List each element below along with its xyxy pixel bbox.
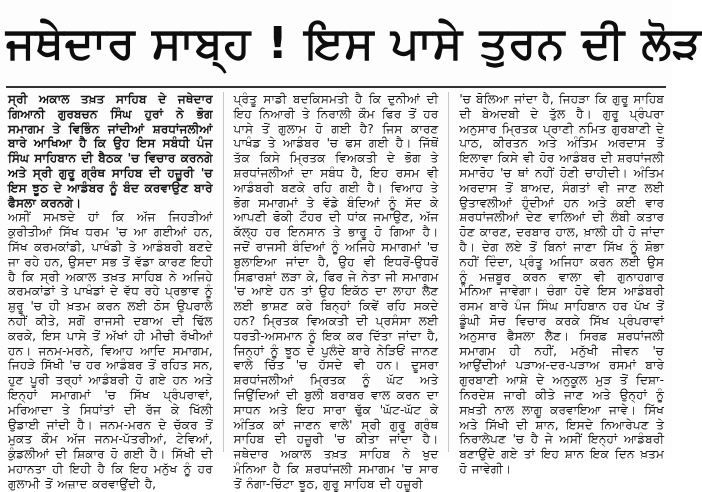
article-paragraph: 'ਚ ਬੋਲਿਆ ਜਾਂਦਾ ਹੈ, ਜਿਹੜਾ ਕਿ ਗੁਰੂ ਸਾਹਿਬ ਦੀ ਬੇਅਦਬੀ ਦੇ ਤੁੱਲ ਹੈ। ਗੁਰੂ ਪ੍ਰੰਪਰਾ ਅਨੁਸਾਰ ਮ੍ਰਿਤਕ ਪ੍ਰਾਣੀ ਨਮਿਤ ਗੁਰਬਾਣੀ ਦੇ ਪਾਠ, ਕੀਰਤਨ ਅਤੇ ਅੰਤਿਮ ਅਰਦਾਸ ਤੋਂ ਇਲਾਵਾ ਕਿਸੇ ਵੀ ਹੋਰ ਆਡੰਬਰ ਦੀ ਸ਼ਰਧਾਂਜਲੀ ਸਮਾਰੋਹ 'ਚ ਥਾਂ ਨਹੀਂ ਹੋਣੀ ਚਾਹੀਦੀ। ਅੰਤਿਮ ਅਰਦਾਸ ਤੋਂ ਬਾਅਦ, ਸੰਗਤਾਂ ਵੀ ਜਾਣ ਲਈ ਉਤਾਵਲੀਆਂ ਹੁੰਦੀਆਂ ਹਨ ਅਤੇ ਕਈ ਵਾਰ ਸ਼ਰਧਾਂਜਲੀਆਂ ਦੇਣ ਵਾਲਿਆਂ ਦੀ ਲੰਬੀ ਕਤਾਰ ਹੋਣ ਕਾਰਣ, ਦਰਬਾਰ ਹਾਲ, ਖ਼ਾਲੀ ਹੀ ਹੋ ਜਾਂਦਾ ਹੈ। ਦੇਗ ਲਏ ਤੋਂ ਬਿਨਾਂ ਜਾਣਾ ਸਿੱਖ ਨੂੰ ਸ਼ੋਭਾ ਨਹੀਂ ਦਿੰਦਾ, ਪ੍ਰੰਤੂ ਅਜਿਹਾ ਕਰਨ ਲਈ ਉਸ ਨੂੰ ਮਜ਼ਬੂਰ ਕਰਨ ਵਾਲਾ ਵੀ ਗੁਨਾਹਗਾਰ ਮੰਨਿਆ ਜਾਵੇਗਾ। ਚੰਗਾ ਹੋਵੇ ਇਸ ਆਡੰਬਰੀ ਰਸਮ ਬਾਰੇ ਪੰਜ ਸਿੰਘ ਸਾਹਿਬਾਨ ਹਰ ਪੱਖ ਤੋਂ ਡੂੰਘੀ ਸੋਚ ਵਿਚਾਰ ਕਰਕੇ ਸਿੱਖ ਪ੍ਰੰਪਰਾਵਾਂ ਅਨੁਸਾਰ ਫੈਸਲਾ ਲੈਣ। ਸਿਰਫ਼ ਸ਼ਰਧਾਂਜਲੀ ਸਮਾਗਮ ਹੀ ਨਹੀਂ, ਮਨੁੱਖੀ ਜੀਵਨ 'ਚ ਆਉਂਦੀਆਂ ਪੜਾਅ-ਦਰ-ਪੜਾਅ ਰਸਮਾਂ ਬਾਰੇ ਗੁਰਬਾਣੀ ਆਸ਼ੇ ਦੇ ਅਨੁਕੂਲ ਮੁੜ ਤੋਂ ਦਿਸ਼ਾ-ਨਿਰਦੇਸ਼ ਜਾਰੀ ਕੀਤੇ ਜਾਣ ਅਤੇ ਉਨ੍ਹਾਂ ਨੂੰ ਸਖ਼ਤੀ ਨਾਲ ਲਾਗੂ ਕਰਵਾਇਆ ਜਾਵੇ। ਸਿੱਖ ਅਤੇ ਸਿੱਖੀ ਦੀ ਸ਼ਾਨ, ਇਸਦੇ ਨਿਆਰੇਪਣ ਤੇ ਨਿਰਾਲੇਪਣ 'ਚ ਹੈ ਜੇ ਅਸੀਂ ਇਨ੍ਹਾਂ ਆਡੰਬਰੀ ਬਣਾਉਂਦੇ ਗਏ ਤਾਂ ਇਹ ਸ਼ਾਨ ਇਕ ਦਿਨ ਖ਼ਤਮ ਹੋ ਜਾਵੇਗੀ।: [459, 92, 665, 476]
article-column-2: [233, 92, 439, 491]
article-column-3: [459, 92, 665, 476]
article-column-1: [8, 92, 213, 491]
article-lead-paragraph: ਸ੍ਰੀ ਅਕਾਲ ਤਖ਼ਤ ਸਾਹਿਬ ਦੇ ਜਥੇਦਾਰ ਗਿਆਨੀ ਗੁਰਬਚਨ ਸਿੰਘ ਹੁਰਾਂ ਨੇ ਭੋਗ ਸਮਾਗਮ ਤੇ ਵਿਭਿੰਨ ਜਾਂਦੀਆਂ ਸ਼ਰਧਾਂਜਲੀਆਂ ਬਾਰੇ ਆਖਿਆ ਹੈ ਕਿ ਉਹ ਇਸ ਸਬੰਧੀ ਪੰਜ ਸਿੰਘ ਸਾਹਿਬਾਨ ਦੀ ਬੈਠਕ 'ਚ ਵਿਚਾਰ ਕਰਨਗੇ ਅਤੇ ਸ੍ਰੀ ਗੁਰੂ ਗ੍ਰੰਥ ਸਾਹਿਬ ਦੀ ਹਜ਼ੂਰੀ 'ਚ ਇਸ ਝੂਠ ਦੇ ਆਡੰਬਰ ਨੂੰ ਬੰਦ ਕਰਵਾਉਣ ਬਾਰੇ ਫੈਸਲਾ ਕਰਨਗੇ।: [8, 92, 213, 210]
article-headline: ਜਥੇਦਾਰ ਸਾਬ੍ਹ ! ਇਸ ਪਾਸੇ ਤੁਰਨ ਦੀ ਲੋੜ: [6, 18, 702, 69]
article-paragraph: ਪ੍ਰੰਤੂ ਸਾਡੀ ਬਦਕਿਸਮਤੀ ਹੈ ਕਿ ਦੁਨੀਆਂ ਦੀ ਇਹ ਨਿਆਰੀ ਤੇ ਨਿਰਾਲੀ ਕੌਮ ਫਿਰ ਤੋਂ ਹਰ ਪਾਸੇ ਤੋਂ ਗੁਲਾਮ ਹੋ ਗਈ ਹੈ? ਜਿਸ ਕਾਰਣ ਪਾਖੰਡ ਤੇ ਆਡੰਬਰ 'ਚ ਫਸ ਗਈ ਹੈ। ਜਿੱਥੋਂ ਤੱਕ ਕਿਸੇ ਮ੍ਰਿਤਕ ਵਿਅਕਤੀ ਦੇ ਭੋਗ ਤੇ ਸ਼ਰਧਾਂਜਲੀਆਂ ਦਾ ਸਬੰਧ ਹੈ, ਇਹ ਰਸਮ ਵੀ ਆਡੰਬਰੀ ਬਣਕੇ ਰਹਿ ਗਈ ਹੈ। ਵਿਆਹ ਤੇ ਭੋਗ ਸਮਾਗਮਾਂ ਤੇ ਵੱਡੇ ਬੰਦਿਆਂ ਨੂੰ ਸੱਦ ਕੇ ਆਪਣੀ ਫੋਕੀ ਟੌਹਰ ਦੀ ਧਾਂਕ ਜਮਾਉਣ, ਅੱਜ ਕੱਲ੍ਹ ਹਰ ਇਨਸਾਨ ਤੇ ਭਾਰੂ ਹੋ ਗਿਆ ਹੈ। ਜਦੋਂ ਰਾਜਸੀ ਬੰਦਿਆਂ ਨੂੰ ਅਜਿਹੇ ਸਮਾਗਮਾਂ 'ਚ ਬੁਲਾਇਆ ਜਾਂਦਾ ਹੈ, ਉਹ ਵੀ ਇਧਰੋਂ-ਉਧਰੋਂ ਸਿਫ਼ਾਰਸ਼ਾਂ ਲੜਾ ਕੇ, ਫਿਰ ਜੇ ਨੇਤਾ ਜੀ ਸਮਾਗਮ 'ਚ ਆਏ ਹਨ ਤਾਂ ਉਹ ਇਕੱਠ ਦਾ ਲਾਹਾ ਲੈਣ ਲਈ ਭਾਸ਼ਣ ਕਰੇ ਬਿਨ੍ਹਾਂ ਕਿਵੇਂ ਰਹਿ ਸਕਦੇ ਹਨ? ਮ੍ਰਿਤਕ ਵਿਅਕਤੀ ਦੀ ਪ੍ਰਸੰਸਾ ਲਈ ਧਰਤੀ-ਅਸਮਾਨ ਨੂੰ ਇਕ ਕਰ ਦਿੱਤਾ ਜਾਂਦਾ ਹੈ, ਜਿਨ੍ਹਾਂ ਨੂੰ ਝੂਠ ਦੇ ਪੁਲੰਦੇ ਬਾਰੇ ਨੇੜਿਓਂ ਜਾਨਣ ਵਾਲੇ ਚਿੱਤ 'ਚ ਹੱਸਦੇ ਵੀ ਹਨ। ਦੂਸਰਾ ਸ਼ਰਧਾਂਜਲੀਆਂ ਮ੍ਰਿਤਕ ਨੂੰ ਘੱਟ ਅਤੇ ਜਿਉਂਦਿਆਂ ਦੀ ਬੁਲੀ ਬਰਾਬਰ ਵਾਲ ਕਰਨ ਦਾ ਸਾਧਨ ਅਤੇ ਇਹ ਸਾਰਾ ਢੁੱਕ 'ਘੱਟ-ਘੱਟ ਕੇ ਅੰਤਿਕ ਕਾਂ ਜਾਣਨ ਵਾਲੇ' ਸ੍ਰੀ ਗੁਰੂ ਗ੍ਰੰਥ ਸਾਹਿਬ ਦੀ ਹਜ਼ੂਰੀ 'ਚ ਕੀਤਾ ਜਾਂਦਾ ਹੈ। ਜਥੇਦਾਰ ਅਕਾਲ ਤਖ਼ਤ ਸਾਹਿਬ ਨੇ ਖੁਦ ਮੰਨਿਆ ਹੈ ਕਿ ਸ਼ਰਧਾਂਜਲੀ ਸਮਾਗਮ 'ਚ ਸਾਰ ਤੋਂ ਨੰਗਾ-ਚਿੱਟਾ ਝੂਠ, ਗੁਰੂ ਸਾਹਿਬ ਦੀ ਹਜ਼ੂਰੀ: [233, 92, 439, 491]
article-columns: [8, 92, 665, 491]
article-paragraph: ਅਸੀਂ ਸਮਝਦੇ ਹਾਂ ਕਿ ਅੱਜ ਜਿਹੜੀਆਂ ਕੁਰੀਤੀਆਂ ਸਿੱਖ ਧਰਮ 'ਚ ਆ ਗਈਆਂ ਹਨ, ਸਿੱਖ ਕਰਮਕਾਂਡੀ, ਪਾਖੰਡੀ ਤੇ ਆਡੰਬਰੀ ਬਣਦੇ ਜਾ ਰਹੇ ਹਨ, ਉਸਦਾ ਸਭ ਤੋਂ ਵੱਡਾ ਕਾਰਣ ਇਹੀ ਹੈ ਕਿ ਸ੍ਰੀ ਅਕਾਲ ਤਖ਼ਤ ਸਾਹਿਬ ਨੇ ਅਜਿਹੇ ਕਰਮਕਾਂਡਾਂ ਤੇ ਪਾਖੰਡਾਂ ਦੇ ਵੱਧ ਰਹੇ ਪ੍ਰਭਾਵ ਨੂੰ ਸ਼ੁਰੂ 'ਚ ਹੀ ਖ਼ਤਮ ਕਰਨ ਲਈ ਠੋਸ ਉਪਰਾਲੇ ਨਹੀਂ ਕੀਤੇ, ਸਗੋਂ ਰਾਜਸੀ ਦਬਾਅ ਦੀ ਢਿੱਲ ਕਰਕੇ, ਇਸ ਪਾਸੇ ਤੋਂ ਅੱਖਾਂ ਹੀ ਮੀਚੀ ਰੱਖੀਆਂ ਹਨ। ਜਨਮ-ਮਰਨੇ, ਵਿਆਹ ਆਦਿ ਸਮਾਗਮ, ਜਿਹੜੇ ਸਿੱਖੀ 'ਚ ਹਰ ਆਡੰਬਰ ਤੋਂ ਰਹਿਤ ਸਨ, ਹੁਣ ਪੂਰੀ ਤਰ੍ਹਾਂ ਆਡੰਬਰੀ ਹੋ ਗਏ ਹਨ ਅਤੇ ਇਨ੍ਹਾਂ ਸਮਾਗਮਾਂ 'ਚ ਸਿੱਖ ਪ੍ਰੰਪਰਾਵਾਂ, ਮਰਿਆਦਾ ਤੇ ਸਿਧਾਂਤਾਂ ਦੀ ਰੱਜ ਕੇ ਖਿੱਲੀ ਉਡਾਈ ਜਾਂਦੀ ਹੈ। ਜਨਮ-ਮਰਨ ਦੇ ਚੱਕਰ ਤੋਂ ਮੁਕਤ ਕੌਮ ਅੱਜ ਜਨਮ-ਪੱਤਰੀਆਂ, ਟੇਵਿਆਂ, ਕੁੰਡਲੀਆਂ ਦੀ ਸ਼ਿਕਾਰ ਹੋ ਗਈ ਹੈ। ਸਿੱਖੀ ਦੀ ਮਹਾਨਤਾ ਹੀ ਇਹੀ ਹੈ ਕਿ ਇਹ ਮਨੁੱਖ ਨੂੰ ਹਰ ਗੁਲਾਮੀ ਤੋਂ ਅਜ਼ਾਦ ਕਰਵਾਉਂਦੀ ਹੈ,: [8, 210, 213, 491]
headline-rule: [6, 86, 666, 88]
column-divider: [223, 92, 224, 452]
column-divider: [448, 92, 449, 452]
